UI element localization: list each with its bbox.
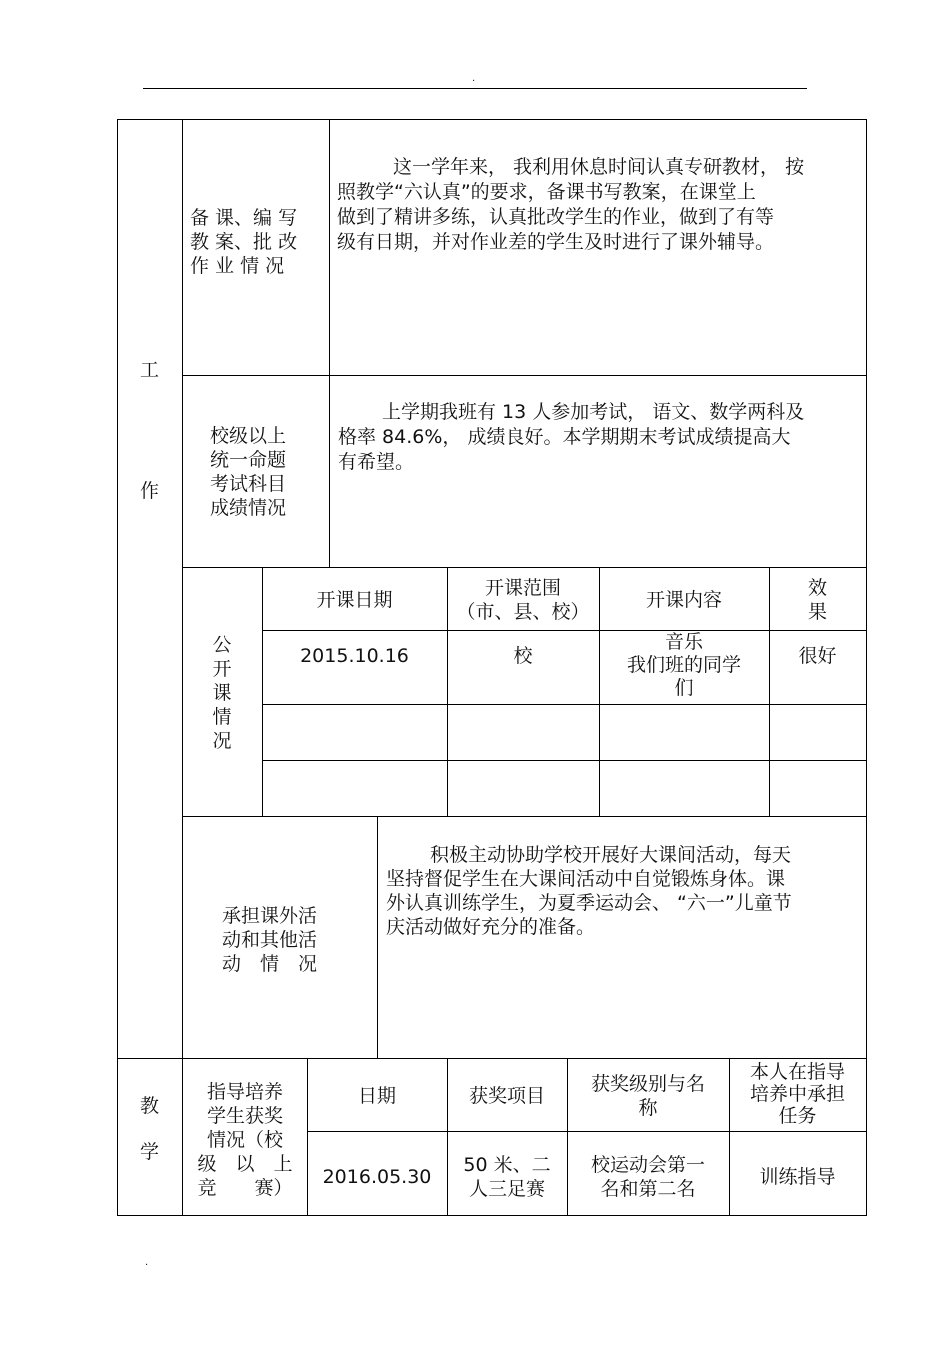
open-class-header-content: 开课内容 bbox=[645, 589, 722, 611]
awards-header-level: 获奖级别与名 称 bbox=[590, 1073, 705, 1119]
label-divider-upper bbox=[329, 119, 330, 567]
open-class-header-date: 开课日期 bbox=[316, 589, 393, 611]
open-class-header-effect: 效 果 bbox=[807, 577, 827, 623]
row-divider-1 bbox=[182, 375, 867, 376]
table-top-border bbox=[117, 119, 867, 120]
footer-dot: . bbox=[145, 1257, 149, 1268]
activities-content: 积极主动协助学校开展好大课间活动，每天 坚持督促学生在大课间活动中自觉锻炼身体。课 外认真训练学生，为夏季运动会、 “六一”儿童节 庆活动做好充分的准备。 bbox=[386, 844, 792, 938]
lesson-prep-label: 备 课、编 写 教 案、批 改 作 业 情 况 bbox=[190, 207, 298, 277]
open-class-row-1-content: 音乐 我们班的同学 们 bbox=[626, 631, 741, 699]
activities-label: 承担课外活 动和其他活 动 情 况 bbox=[222, 905, 318, 975]
row-divider-2 bbox=[182, 567, 867, 568]
open-class-header-scope: 开课范围 （市、县、校） bbox=[456, 577, 590, 623]
awards-row-1-role: 训练指导 bbox=[759, 1166, 836, 1188]
open-class-row-2 bbox=[262, 704, 867, 705]
side-label-zuo: 作 bbox=[139, 480, 159, 502]
table-right-border bbox=[866, 119, 867, 1215]
awards-row-1-item: 50 米、二 人三足赛 bbox=[463, 1154, 551, 1200]
header-rule bbox=[143, 88, 807, 89]
awards-label: 指导培养 学生获奖 情况（校 级 以 上 竞 赛） bbox=[197, 1081, 293, 1199]
header-dot: . bbox=[472, 73, 476, 84]
open-class-row-1-effect: 很好 bbox=[798, 645, 837, 667]
lesson-prep-content: 这一学年来， 我利用休息时间认真专研教材， 按 照教学“六认真”的要求，备课书写教案，在课堂上 做到了精讲多练，认真批改学生的作业，做到了有等 级有日期，并对作业差的学生及时进行了课外辅导。 bbox=[337, 156, 805, 253]
awards-row-1-level: 校运动会第一 名和第二名 bbox=[590, 1154, 705, 1200]
side-label-jiao: 教 bbox=[139, 1095, 159, 1117]
awards-row-1-date: 2016.05.30 bbox=[322, 1166, 432, 1188]
awards-row-1 bbox=[307, 1131, 867, 1132]
open-class-row-1-date: 2015.10.16 bbox=[300, 645, 409, 667]
open-class-label: 公 开 课 情 况 bbox=[212, 634, 232, 752]
side-label-xue: 学 bbox=[139, 1141, 159, 1163]
open-class-row-1-scope: 校 bbox=[513, 645, 533, 667]
open-class-row-1 bbox=[262, 630, 867, 631]
row-divider-4 bbox=[182, 1058, 867, 1059]
exam-results-label: 校级以上 统一命题 考试科目 成绩情况 bbox=[210, 425, 287, 519]
awards-header-item: 获奖项目 bbox=[468, 1085, 545, 1107]
side-label-gong: 工 bbox=[139, 359, 159, 381]
awards-label-divider bbox=[307, 1058, 308, 1215]
activities-label-divider bbox=[377, 816, 378, 1058]
exam-results-content: 上学期我班有 13 人参加考试， 语文、数学两科及 格率 84.6%， 成绩良好。本学期期末考试成绩提高大 有希望。 bbox=[338, 401, 805, 473]
awards-header-role: 本人在指导 培养中承担 任务 bbox=[749, 1061, 845, 1127]
table-bottom-border bbox=[117, 1215, 867, 1216]
table-left-border bbox=[117, 119, 118, 1215]
row-divider-3 bbox=[182, 816, 867, 817]
open-class-row-3 bbox=[262, 760, 867, 761]
section-divider bbox=[117, 1058, 183, 1059]
awards-header-date: 日期 bbox=[357, 1085, 396, 1107]
